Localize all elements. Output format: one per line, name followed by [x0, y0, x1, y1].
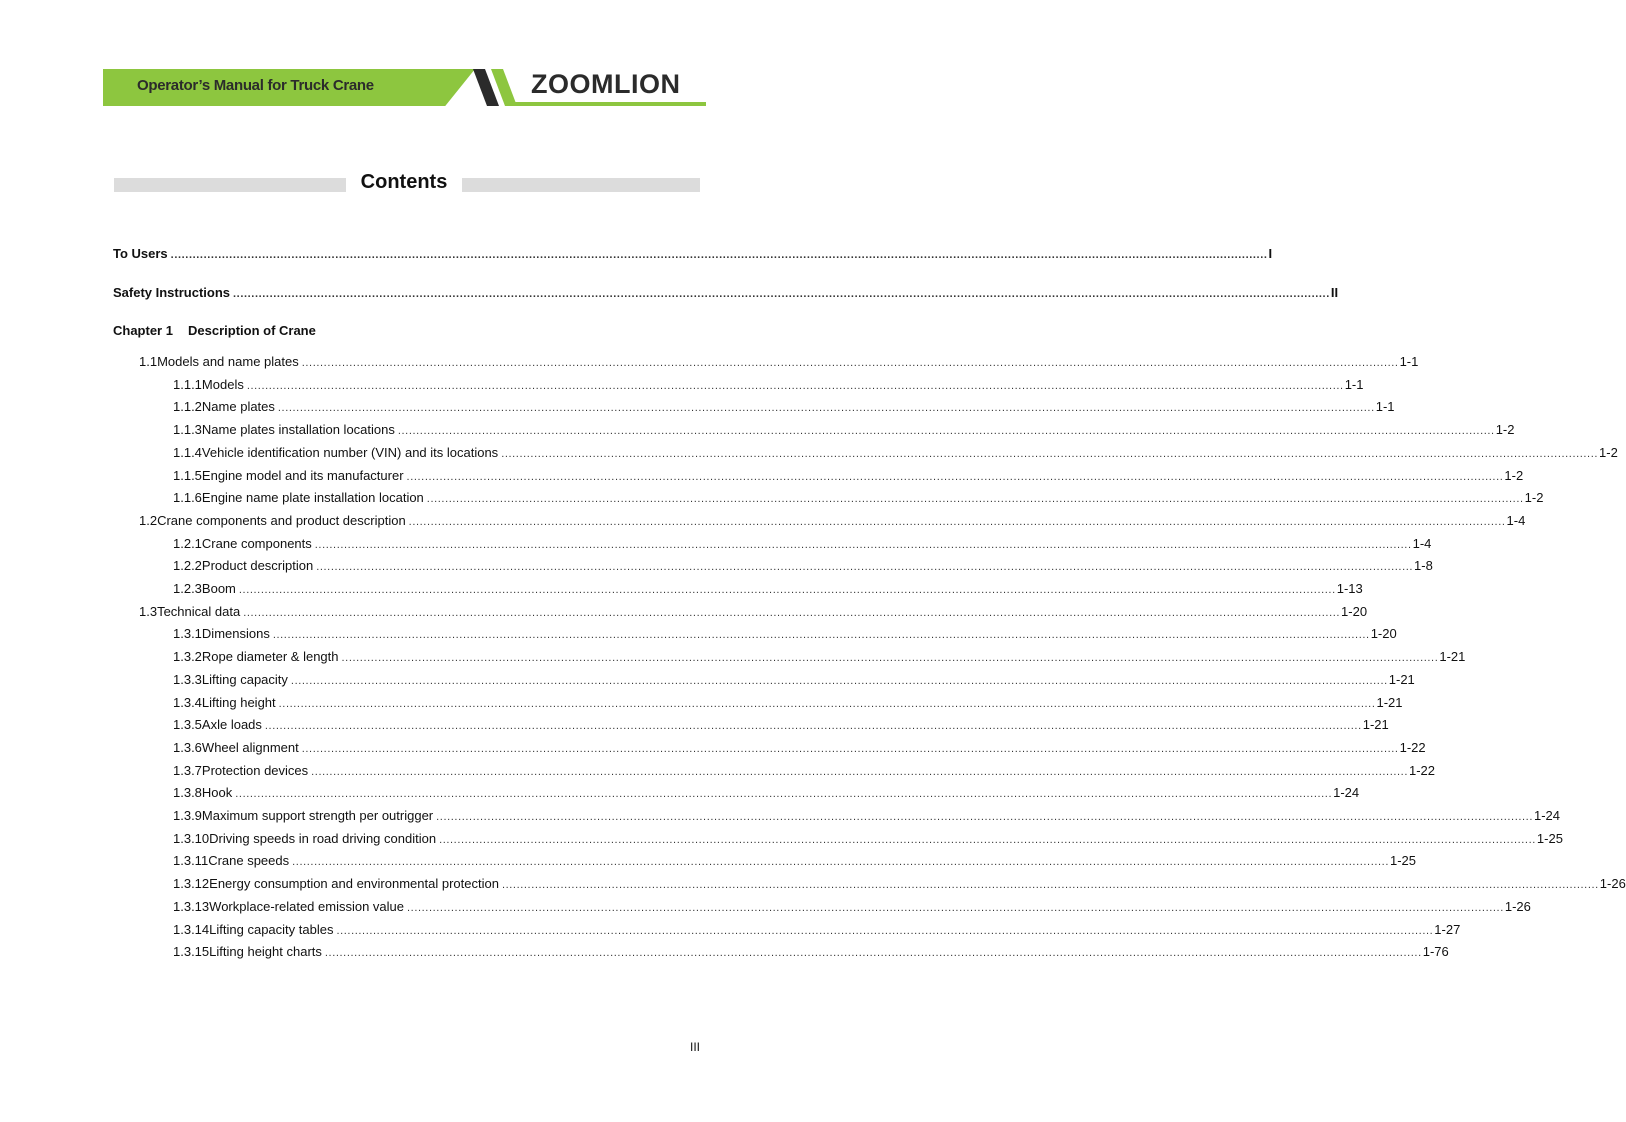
entry-page: 1-4	[1506, 513, 1526, 528]
toc-subsection-entry[interactable]	[173, 943, 1449, 961]
dot-leader: ............................................................................................................................................................................................................................................................................................................	[436, 811, 1533, 823]
entry-number: 1.3.15	[173, 944, 210, 959]
entry-number: 1.3.7	[173, 763, 202, 778]
entry-number: 1.2.2	[173, 558, 202, 573]
contents-title: Contents	[360, 171, 448, 193]
toc-subsection-entry[interactable]	[173, 762, 1436, 780]
dot-leader: ............................................................................................................................................................................................................................................................................................................	[233, 288, 1330, 300]
entry-label: Hook	[201, 785, 233, 800]
entry-page: 1-1	[1344, 377, 1364, 392]
toc-subsection-entry[interactable]	[173, 694, 1403, 712]
dot-leader: ............................................................................................................................................................................................................................................................................................................	[170, 249, 1268, 261]
entry-number: 1.3.3	[173, 672, 202, 687]
dot-leader: ............................................................................................................................................................................................................................................................................................................	[439, 834, 1536, 846]
chapter-heading	[113, 322, 316, 340]
toc-subsection-entry[interactable]	[173, 852, 1417, 870]
dot-leader: ............................................................................................................................................................................................................................................................................................................	[301, 743, 1399, 755]
entry-label: Vehicle identification number (VIN) and its locations	[201, 445, 499, 460]
entry-label: Engine model and its manufacturer	[201, 468, 404, 483]
entry-number: 1.1.1	[173, 377, 202, 392]
dot-leader: ............................................................................................................................................................................................................................................................................................................	[264, 720, 1362, 732]
entry-label: Name plates installation locations	[201, 422, 395, 437]
entry-label: Maximum support strength per outrigger	[201, 808, 434, 823]
page-number: III	[689, 1040, 700, 1054]
entry-number: 1.2.3	[173, 581, 202, 596]
entry-label: Lifting capacity tables	[209, 922, 334, 937]
entry-number: 1.1.4	[173, 445, 202, 460]
entry-number: 1.2	[139, 513, 158, 528]
dot-leader: ............................................................................................................................................................................................................................................................................................................	[397, 425, 1495, 437]
toc-subsection-entry[interactable]	[173, 489, 1544, 507]
entry-label: Wheel alignment	[201, 740, 299, 755]
toc-front-entry[interactable]	[113, 284, 1339, 302]
dot-leader: ............................................................................................................................................................................................................................................................................................................	[336, 925, 1434, 937]
toc-section-entry[interactable]	[139, 603, 1368, 621]
entry-page: 1-4	[1412, 536, 1432, 551]
entry-label: Safety Instructions	[113, 285, 231, 300]
toc-subsection-entry[interactable]	[173, 444, 1618, 462]
entry-number: 1.1.6	[173, 490, 202, 505]
entry-label: Energy consumption and environmental protection	[209, 876, 499, 891]
entry-number: 1.3.9	[173, 808, 202, 823]
title-bar-left	[114, 178, 346, 192]
entry-number: 1.3.1	[173, 626, 202, 641]
entry-number: 1.3.12	[173, 876, 210, 891]
entry-label: Engine name plate installation location	[201, 490, 424, 505]
entry-label: Protection devices	[201, 763, 309, 778]
entry-label: To Users	[113, 246, 168, 261]
entry-page: 1-2	[1504, 468, 1524, 483]
chapter-title: Description of Crane	[188, 323, 316, 338]
entry-label: Workplace-related emission value	[209, 899, 405, 914]
toc-subsection-entry[interactable]	[173, 557, 1433, 575]
entry-number: 1.1	[139, 354, 158, 369]
brand-slashes-icon	[469, 69, 529, 106]
entry-number: 1.3.11	[173, 853, 209, 868]
dot-leader: ............................................................................................................................................................................................................................................................................................................	[407, 902, 1504, 914]
dot-leader: ............................................................................................................................................................................................................................................................................................................	[272, 629, 1370, 641]
entry-label: Models and name plates	[157, 354, 299, 369]
entry-label: Lifting capacity	[201, 672, 288, 687]
entry-page: 1-25	[1536, 831, 1563, 846]
entry-label: Technical data	[157, 604, 241, 619]
dot-leader: ............................................................................................................................................................................................................................................................................................................	[277, 402, 1375, 414]
entry-page: 1-2	[1524, 490, 1544, 505]
entry-page: 1-26	[1599, 876, 1626, 891]
entry-number: 1.2.1	[173, 536, 202, 551]
toc-section-entry[interactable]	[139, 512, 1526, 530]
toc-subsection-entry[interactable]	[173, 398, 1395, 416]
entry-number: 1.3.10	[173, 831, 210, 846]
entry-label: Driving speeds in road driving condition	[209, 831, 437, 846]
toc-subsection-entry[interactable]	[173, 648, 1466, 666]
entry-number: 1.3.14	[173, 922, 210, 937]
entry-page: 1-13	[1336, 581, 1363, 596]
toc-subsection-entry[interactable]	[173, 807, 1561, 825]
dot-leader: ............................................................................................................................................................................................................................................................................................................	[406, 471, 1504, 483]
dot-leader: ............................................................................................................................................................................................................................................................................................................	[235, 788, 1333, 800]
entry-number: 1.3	[139, 604, 158, 619]
entry-number: 1.3.4	[173, 695, 202, 710]
entry-page: 1-21	[1439, 649, 1466, 664]
dot-leader: ............................................................................................................................................................................................................................................................................................................	[292, 856, 1389, 868]
entry-page: 1-8	[1414, 558, 1433, 573]
entry-page: 1-1	[1375, 399, 1395, 414]
entry-page: 1-26	[1504, 899, 1531, 914]
dot-leader: ............................................................................................................................................................................................................................................................................................................	[501, 448, 1599, 460]
entry-label: Crane components and product description	[157, 513, 406, 528]
dot-leader: ............................................................................................................................................................................................................................................................................................................	[238, 584, 1336, 596]
entry-number: 1.1.2	[173, 399, 202, 414]
entry-page: 1-2	[1599, 445, 1618, 460]
brand-underline	[515, 102, 706, 106]
entry-page: 1-20	[1370, 626, 1397, 641]
entry-number: 1.3.13	[173, 899, 210, 914]
entry-page: 1-2	[1495, 422, 1515, 437]
brand-logo: ZOOMLION	[531, 69, 681, 99]
toc-front-entry[interactable]	[113, 245, 1273, 263]
entry-label: Rope diameter & length	[201, 649, 339, 664]
toc-subsection-entry[interactable]	[173, 671, 1415, 689]
page-header	[103, 69, 706, 106]
dot-leader: ............................................................................................................................................................................................................................................................................................................	[311, 766, 1408, 778]
entry-number: 1.3.8	[173, 785, 202, 800]
entry-page: 1-25	[1389, 853, 1417, 868]
entry-page: 1-21	[1388, 672, 1415, 687]
manual-title: Operator’s Manual for Truck Crane	[137, 77, 374, 94]
entry-page: 1-22	[1409, 763, 1436, 778]
entry-number: 1.1.5	[173, 468, 202, 483]
dot-leader: ............................................................................................................................................................................................................................................................................................................	[341, 652, 1439, 664]
entry-page: 1-76	[1422, 944, 1449, 959]
dot-leader: ............................................................................................................................................................................................................................................................................................................	[501, 879, 1599, 891]
toc-subsection-entry[interactable]	[173, 830, 1563, 848]
entry-page: II	[1330, 285, 1339, 300]
entry-label: Crane components	[201, 536, 312, 551]
entry-page: I	[1268, 246, 1273, 261]
entry-page: 1-24	[1333, 785, 1360, 800]
toc-subsection-entry[interactable]	[173, 535, 1432, 553]
title-bar-right	[462, 178, 700, 192]
entry-page: 1-21	[1376, 695, 1403, 710]
toc-subsection-entry[interactable]	[173, 580, 1363, 598]
entry-label: Boom	[201, 581, 236, 596]
toc-subsection-entry[interactable]	[173, 421, 1515, 439]
toc-subsection-entry[interactable]	[173, 898, 1531, 916]
chapter-number: Chapter 1	[113, 323, 173, 338]
dot-leader: ............................................................................................................................................................................................................................................................................................................	[278, 698, 1376, 710]
entry-label: Crane speeds	[208, 853, 290, 868]
toc-section-entry[interactable]	[139, 353, 1419, 371]
toc-subsection-entry[interactable]	[173, 376, 1364, 394]
contents-heading	[114, 170, 700, 198]
entry-label: Lifting height charts	[209, 944, 322, 959]
dot-leader: ............................................................................................................................................................................................................................................................................................................	[426, 493, 1524, 505]
entry-label: Product description	[201, 558, 314, 573]
entry-label: Dimensions	[201, 626, 270, 641]
entry-page: 1-27	[1434, 922, 1461, 937]
dot-leader: ............................................................................................................................................................................................................................................................................................................	[290, 675, 1388, 687]
entry-label: Models	[201, 377, 244, 392]
entry-number: 1.3.5	[173, 717, 202, 732]
entry-page: 1-24	[1533, 808, 1561, 823]
dot-leader: ............................................................................................................................................................................................................................................................................................................	[314, 539, 1412, 551]
toc-subsection-entry[interactable]	[173, 784, 1360, 802]
entry-label: Axle loads	[201, 717, 262, 732]
dot-leader: ............................................................................................................................................................................................................................................................................................................	[324, 947, 1422, 959]
dot-leader: ............................................................................................................................................................................................................................................................................................................	[243, 607, 1341, 619]
entry-number: 1.1.3	[173, 422, 202, 437]
dot-leader: ............................................................................................................................................................................................................................................................................................................	[246, 380, 1344, 392]
entry-page: 1-20	[1341, 604, 1368, 619]
entry-page: 1-1	[1399, 354, 1419, 369]
dot-leader: ............................................................................................................................................................................................................................................................................................................	[316, 561, 1414, 573]
dot-leader: ............................................................................................................................................................................................................................................................................................................	[301, 357, 1399, 369]
toc-subsection-entry[interactable]	[173, 467, 1524, 485]
entry-number: 1.3.2	[173, 649, 202, 664]
toc-subsection-entry[interactable]	[173, 875, 1626, 893]
entry-page: 1-22	[1399, 740, 1426, 755]
toc-subsection-entry[interactable]	[173, 716, 1389, 734]
dot-leader: ............................................................................................................................................................................................................................................................................................................	[408, 516, 1506, 528]
toc-subsection-entry[interactable]	[173, 625, 1397, 643]
entry-number: 1.3.6	[173, 740, 202, 755]
entry-page: 1-21	[1362, 717, 1389, 732]
entry-label: Lifting height	[201, 695, 276, 710]
toc-subsection-entry[interactable]	[173, 739, 1426, 757]
toc-subsection-entry[interactable]	[173, 921, 1461, 939]
entry-label: Name plates	[201, 399, 275, 414]
